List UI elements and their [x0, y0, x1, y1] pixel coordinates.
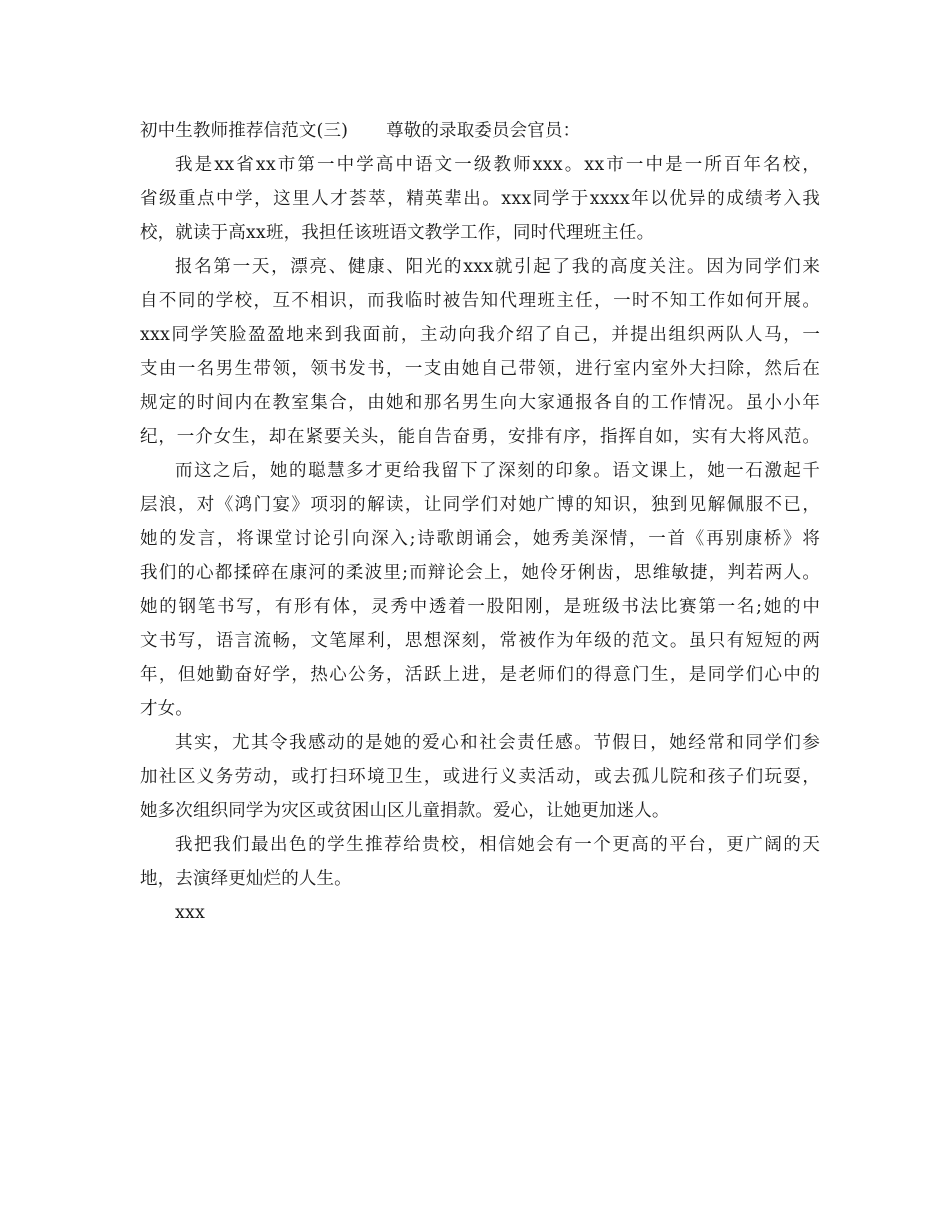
paragraph-line: 地，去演绎更灿烂的人生。: [140, 869, 352, 889]
paragraph-line: 省级重点中学，这里人才荟萃，精英辈出。xxx同学于xxxx年以优异的成绩考入我: [140, 189, 820, 209]
paragraph-line: xxx同学笑脸盈盈地来到我面前，主动向我介绍了自己，并提出组织两队人马，一: [140, 325, 820, 345]
paragraph-line: 才女。: [140, 699, 193, 719]
paragraph-line: 其实，尤其令我感动的是她的爱心和社会责任感。节假日，她经常和同学们参: [175, 733, 820, 753]
letter-page: [140, 114, 820, 930]
signature: xxx: [175, 903, 206, 923]
paragraph-line: 她的钢笔书写，有形有体，灵秀中透着一股阳刚，是班级书法比赛第一名;她的中: [140, 597, 820, 617]
paragraph-line: 而这之后，她的聪慧多才更给我留下了深刻的印象。语文课上，她一石激起千: [175, 461, 820, 481]
paragraph-5: [140, 828, 820, 896]
salutation: 尊敬的录取委员会官员：: [386, 121, 581, 141]
paragraph-3: [140, 454, 820, 726]
paragraph-line: 她多次组织同学为灾区或贫困山区儿童捐款。爱心，让她更加迷人。: [140, 801, 670, 821]
paragraph-line: 加社区义务劳动，或打扫环境卫生，或进行义卖活动，或去孤儿院和孩子们玩耍，: [140, 767, 820, 787]
paragraph-line: 她的发言，将课堂讨论引向深入;诗歌朗诵会，她秀美深情，一首《再别康桥》将: [140, 529, 820, 549]
paragraph-4: [140, 726, 820, 828]
paragraph-line: 我是xx省xx市第一中学高中语文一级教师xxx。xx市一中是一所百年名校，: [175, 155, 820, 175]
letter-heading-line: [140, 114, 820, 148]
paragraph-line: 我们的心都揉碎在康河的柔波里;而辩论会上，她伶牙俐齿，思维敏捷，判若两人。: [140, 563, 820, 583]
paragraph-line: 规定的时间内在教室集合，由她和那名男生向大家通报各自的工作情况。虽小小年: [140, 393, 820, 413]
paragraph-line: 层浪，对《鸿门宴》项羽的解读，让同学们对她广博的知识，独到见解佩服不已，: [140, 495, 820, 515]
paragraph-2: [140, 250, 820, 454]
paragraph-line: 我把我们最出色的学生推荐给贵校，相信她会有一个更高的平台，更广阔的天: [175, 835, 820, 855]
paragraph-line: 年，但她勤奋好学，热心公务，活跃上进，是老师们的得意门生，是同学们心中的: [140, 665, 820, 685]
paragraph-line: 报名第一天，漂亮、健康、阳光的xxx就引起了我的高度关注。因为同学们来: [175, 257, 820, 277]
paragraph-1: [140, 148, 820, 250]
paragraph-line: 校，就读于高xx班，我担任该班语文教学工作，同时代理班主任。: [140, 223, 655, 243]
paragraph-line: 自不同的学校，互不相识，而我临时被告知代理班主任，一时不知工作如何开展。: [140, 291, 820, 311]
letter-title: 初中生教师推荐信范文(三): [140, 121, 349, 141]
paragraph-line: 文书写，语言流畅，文笔犀利，思想深刻，常被作为年级的范文。虽只有短短的两: [140, 631, 820, 651]
paragraph-line: 支由一名男生带领，领书发书，一支由她自己带领，进行室内室外大扫除，然后在: [140, 359, 820, 379]
paragraph-line: 纪，一介女生，却在紧要关头，能自告奋勇，安排有序，指挥自如，实有大将风范。: [140, 427, 820, 447]
